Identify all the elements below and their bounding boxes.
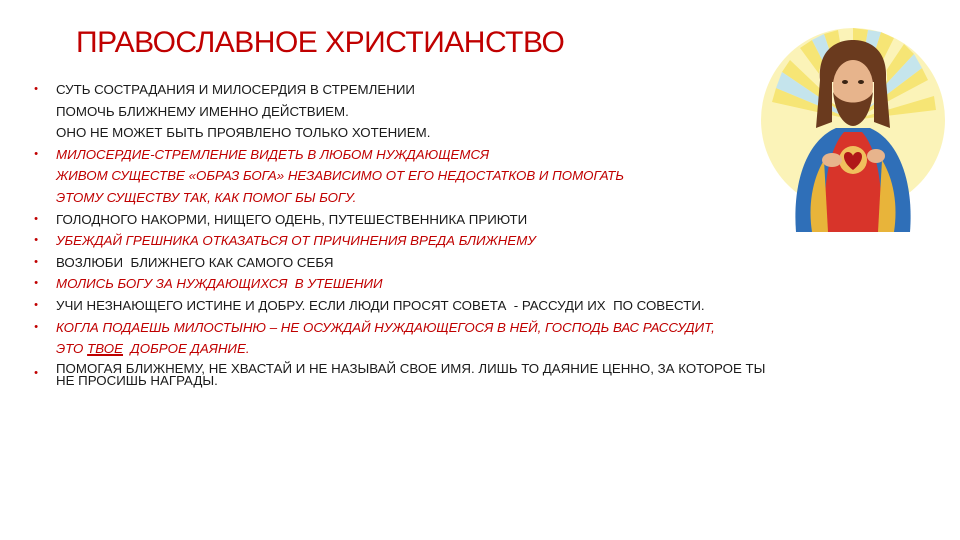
- list-item-line: [56, 338, 870, 360]
- bullet-icon: •: [34, 147, 38, 160]
- list-item-line: ЭТОМУ СУЩЕСТВУ ТАК, КАК ПОМОГ БЫ БОГУ.: [56, 189, 357, 205]
- bullet-icon: •: [34, 298, 38, 311]
- list-item: [30, 144, 870, 209]
- bullet-icon: •: [34, 212, 38, 225]
- list-item-line: ПОМОГАЯ БЛИЖНЕМУ, НЕ ХВАСТАЙ И НЕ НАЗЫВАЙ СВОЕ ИМЯ. ЛИШЬ ТО ДАЯНИЕ ЦЕННО, ЗА КОТОРОЕ ТЫ: [56, 360, 766, 376]
- bullet-icon: •: [34, 366, 38, 379]
- christ-sacred-heart-image: [756, 10, 950, 232]
- list-item-line: ПОМОЧЬ БЛИЖНЕМУ ИМЕННО ДЕЙСТВИЕМ.: [56, 103, 349, 119]
- list-item: [30, 317, 870, 360]
- list-item-line: МИЛОСЕРДИЕ-СТРЕМЛЕНИЕ ВИДЕТЬ В ЛЮБОМ НУЖДАЮЩЕМСЯ: [56, 146, 490, 162]
- list-item: [30, 209, 870, 231]
- list-item-line: НЕ ПРОСИШЬ НАГРАДЫ.: [56, 372, 218, 388]
- bullet-icon: •: [34, 255, 38, 268]
- underlined-word: ТВОЕ: [87, 341, 124, 357]
- list-item: [30, 360, 870, 388]
- list-item-line: ГОЛОДНОГО НАКОРМИ, НИЩЕГО ОДЕНЬ, ПУТЕШЕСТВЕННИКА ПРИЮТИ: [56, 211, 528, 227]
- bullet-list: [30, 79, 870, 387]
- list-item-line: КОГЛА ПОДАЕШЬ МИЛОСТЫНЮ – НЕ ОСУЖДАЙ НУЖДАЮЩЕГОСЯ В НЕЙ, ГОСПОДЬ ВАС РАССУДИТ,: [56, 319, 715, 335]
- list-item: [30, 295, 870, 317]
- bullet-icon: •: [34, 320, 38, 333]
- text-fragment: ЭТО: [56, 341, 88, 357]
- bullet-icon: •: [34, 277, 38, 290]
- text-fragment: ДОБРОЕ ДАЯНИЕ.: [123, 341, 250, 357]
- bullet-icon: •: [34, 83, 38, 95]
- list-item-line: УЧИ НЕЗНАЮЩЕГО ИСТИНЕ И ДОБРУ. ЕСЛИ ЛЮДИ ПРОСЯТ СОВЕТА - РАССУДИ ИХ ПО СОВЕСТИ.: [56, 297, 705, 313]
- list-item: [30, 252, 870, 274]
- list-item-line: МОЛИСЬ БОГУ ЗА НУЖДАЮЩИХСЯ В УТЕШЕНИИ: [56, 276, 383, 292]
- list-item-line: ЖИВОМ СУЩЕСТВЕ «ОБРАЗ БОГА» НЕЗАВИСИМО ОТ ЕГО НЕДОСТАТКОВ И ПОМОГАТЬ: [56, 168, 625, 184]
- slide-title: ПРАВОСЛАВНОЕ ХРИСТИАНСТВО: [76, 26, 565, 59]
- list-item: [30, 230, 870, 252]
- list-item-line: ОНО НЕ МОЖЕТ БЫТЬ ПРОЯВЛЕНО ТОЛЬКО ХОТЕНИЕМ.: [56, 125, 431, 141]
- list-item-line: УБЕЖДАЙ ГРЕШНИКА ОТКАЗАТЬСЯ ОТ ПРИЧИНЕНИЯ ВРЕДА БЛИЖНЕМУ: [56, 233, 536, 249]
- bullet-icon: •: [34, 234, 38, 247]
- list-item: [30, 79, 870, 144]
- list-item-line: СУТЬ СОСТРАДАНИЯ И МИЛОСЕРДИЯ В СТРЕМЛЕНИИ: [56, 82, 415, 97]
- list-item: [30, 273, 870, 295]
- list-item-line: ВОЗЛЮБИ БЛИЖНЕГО КАК САМОГО СЕБЯ: [56, 254, 334, 270]
